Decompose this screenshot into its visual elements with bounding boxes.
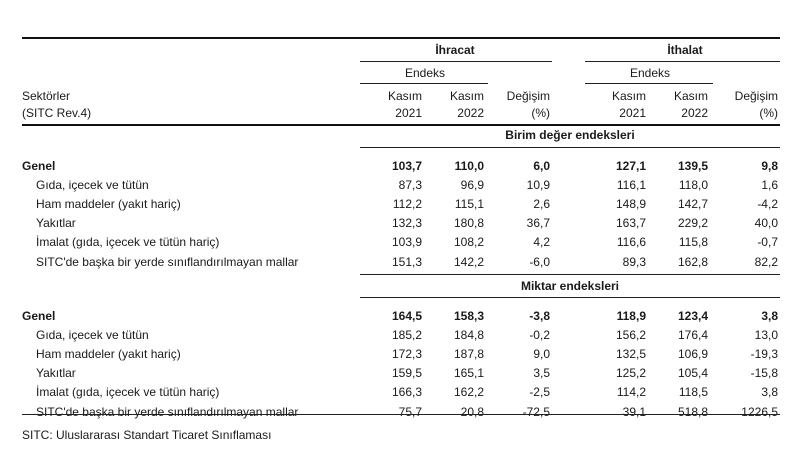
- col-export-kasim-2022: Kasım: [449, 89, 484, 103]
- table-cell: 1226,5: [741, 405, 778, 419]
- table-cell: -0,2: [529, 328, 550, 342]
- table-cell: 164,5: [391, 309, 422, 323]
- table-cell: 139,5: [677, 159, 708, 173]
- table-cell: 2,6: [533, 197, 550, 211]
- section-rule-quantity: [360, 297, 780, 298]
- table-cell: 75,7: [398, 405, 422, 419]
- table-cell: -2,5: [529, 385, 550, 399]
- table-cell: 3,8: [761, 309, 778, 323]
- col-import-kasim-2021: Kasım: [611, 89, 646, 103]
- table-cell: 166,3: [391, 385, 422, 399]
- row-label: İmalat (gıda, içecek ve tütün hariç): [36, 235, 220, 249]
- table-cell: 125,2: [615, 366, 646, 380]
- col-export-year-2022: 2022: [457, 106, 484, 120]
- table-cell: 185,2: [391, 328, 422, 342]
- row-label: Ham maddeler (yakıt hariç): [36, 197, 181, 211]
- table-cell: 82,2: [754, 255, 778, 269]
- table-cell: 106,9: [677, 347, 708, 361]
- col-export-change: Değişim: [506, 89, 550, 103]
- col-export-kasim-2021: Kasım: [387, 89, 422, 103]
- table-cell: 118,0: [678, 178, 708, 192]
- table-cell: -0,7: [757, 235, 778, 249]
- table-cell: 118,9: [616, 309, 646, 323]
- table-cell: 1,6: [761, 178, 778, 192]
- col-export-pct: (%): [531, 106, 550, 120]
- table-cell: -4,2: [757, 197, 778, 211]
- table-cell: 40,0: [754, 216, 778, 230]
- table-cell: 132,5: [615, 347, 646, 361]
- export-index-label: Endeks: [404, 66, 446, 80]
- import-title: İthalat: [667, 43, 703, 57]
- table-cell: -6,0: [529, 255, 550, 269]
- table-cell: 103,7: [391, 159, 422, 173]
- table-cell: 158,3: [453, 309, 484, 323]
- table-cell: 108,2: [453, 235, 484, 249]
- section-title-unit-value: Birim değer endeksleri: [505, 128, 635, 142]
- table-cell: -15,8: [750, 366, 778, 380]
- table-cell: 116,6: [616, 235, 646, 249]
- table-cell: 518,8: [677, 405, 708, 419]
- col-import-year-2021: 2021: [619, 106, 646, 120]
- table-cell: 39,1: [622, 405, 646, 419]
- table-cell: 151,3: [391, 255, 422, 269]
- table-cell: 159,5: [391, 366, 422, 380]
- table-cell: 105,4: [677, 366, 708, 380]
- top-rule: [22, 37, 780, 39]
- export-index-underline: [360, 83, 488, 84]
- table-cell: 114,2: [616, 385, 646, 399]
- row-label: Yakıtlar: [36, 216, 76, 230]
- row-label: Genel: [22, 309, 56, 323]
- table-cell: 10,9: [526, 178, 550, 192]
- table-cell: 127,1: [615, 159, 646, 173]
- table-cell: 9,8: [761, 159, 778, 173]
- row-label: Ham maddeler (yakıt hariç): [36, 347, 181, 361]
- row-label: Gıda, içecek ve tütün: [36, 328, 149, 342]
- import-index-underline: [585, 83, 713, 84]
- section-rule-unit-value: [360, 147, 780, 148]
- table-cell: 4,2: [533, 235, 550, 249]
- table-cell: 3,5: [533, 366, 550, 380]
- table-cell: 115,1: [454, 197, 484, 211]
- row-label: Yakıtlar: [36, 366, 76, 380]
- table-cell: 162,2: [453, 385, 484, 399]
- table-cell: 87,3: [398, 178, 422, 192]
- table-cell: 187,8: [453, 347, 484, 361]
- row-label: Gıda, içecek ve tütün: [36, 178, 149, 192]
- row-label: SITC'de başka bir yerde sınıflandırılmayan mallar: [36, 255, 299, 269]
- footnote: SITC: Uluslararası Standart Ticaret Sınıflaması: [22, 428, 272, 442]
- sitc-rev-label: (SITC Rev.4): [22, 106, 92, 120]
- table-cell: 3,8: [761, 385, 778, 399]
- table-cell: 103,9: [391, 235, 422, 249]
- table-cell: 148,9: [615, 197, 646, 211]
- section-title-quantity: Miktar endeksleri: [520, 279, 620, 293]
- col-import-kasim-2022: Kasım: [673, 89, 708, 103]
- bottom-rule: [22, 414, 780, 415]
- table-cell: 163,7: [615, 216, 646, 230]
- import-underline: [585, 61, 780, 62]
- export-title: İhracat: [435, 43, 475, 57]
- table-cell: 165,1: [453, 366, 484, 380]
- table-cell: 184,8: [453, 328, 484, 342]
- table-cell: 132,3: [391, 216, 422, 230]
- table-cell: 162,8: [677, 255, 708, 269]
- sectors-label: Sektörler: [22, 89, 71, 103]
- table-cell: 36,7: [526, 216, 550, 230]
- table-cell: 112,2: [392, 197, 422, 211]
- table-cell: 13,0: [754, 328, 778, 342]
- row-label: SITC'de başka bir yerde sınıflandırılmayan mallar: [36, 405, 299, 419]
- import-index-label: Endeks: [629, 66, 671, 80]
- col-import-year-2022: 2022: [681, 106, 708, 120]
- table-cell: 116,1: [616, 178, 646, 192]
- table-cell: 156,2: [615, 328, 646, 342]
- table-cell: 118,5: [678, 385, 708, 399]
- table-cell: -19,3: [750, 347, 778, 361]
- header-rule: [22, 124, 780, 126]
- table-cell: 20,8: [460, 405, 484, 419]
- table-cell: 142,2: [453, 255, 484, 269]
- col-export-year-2021: 2021: [395, 106, 422, 120]
- table-cell: -3,8: [529, 309, 550, 323]
- table-cell: 89,3: [622, 255, 646, 269]
- table-cell: 180,8: [453, 216, 484, 230]
- row-label: İmalat (gıda, içecek ve tütün hariç): [36, 385, 220, 399]
- col-import-change: Değişim: [734, 89, 778, 103]
- section-top-rule-quantity: [360, 274, 780, 275]
- table-cell: 142,7: [677, 197, 708, 211]
- table-cell: 110,0: [454, 159, 484, 173]
- row-label: Genel: [22, 159, 56, 173]
- table-cell: 123,4: [677, 309, 708, 323]
- table-cell: 6,0: [533, 159, 550, 173]
- col-import-pct: (%): [759, 106, 778, 120]
- table-cell: 9,0: [533, 347, 550, 361]
- table-cell: -72,5: [522, 405, 550, 419]
- export-underline: [360, 61, 552, 62]
- table-cell: 172,3: [391, 347, 422, 361]
- table-cell: 115,8: [678, 235, 708, 249]
- table-cell: 96,9: [460, 178, 484, 192]
- table-cell: 176,4: [677, 328, 708, 342]
- table-cell: 229,2: [677, 216, 708, 230]
